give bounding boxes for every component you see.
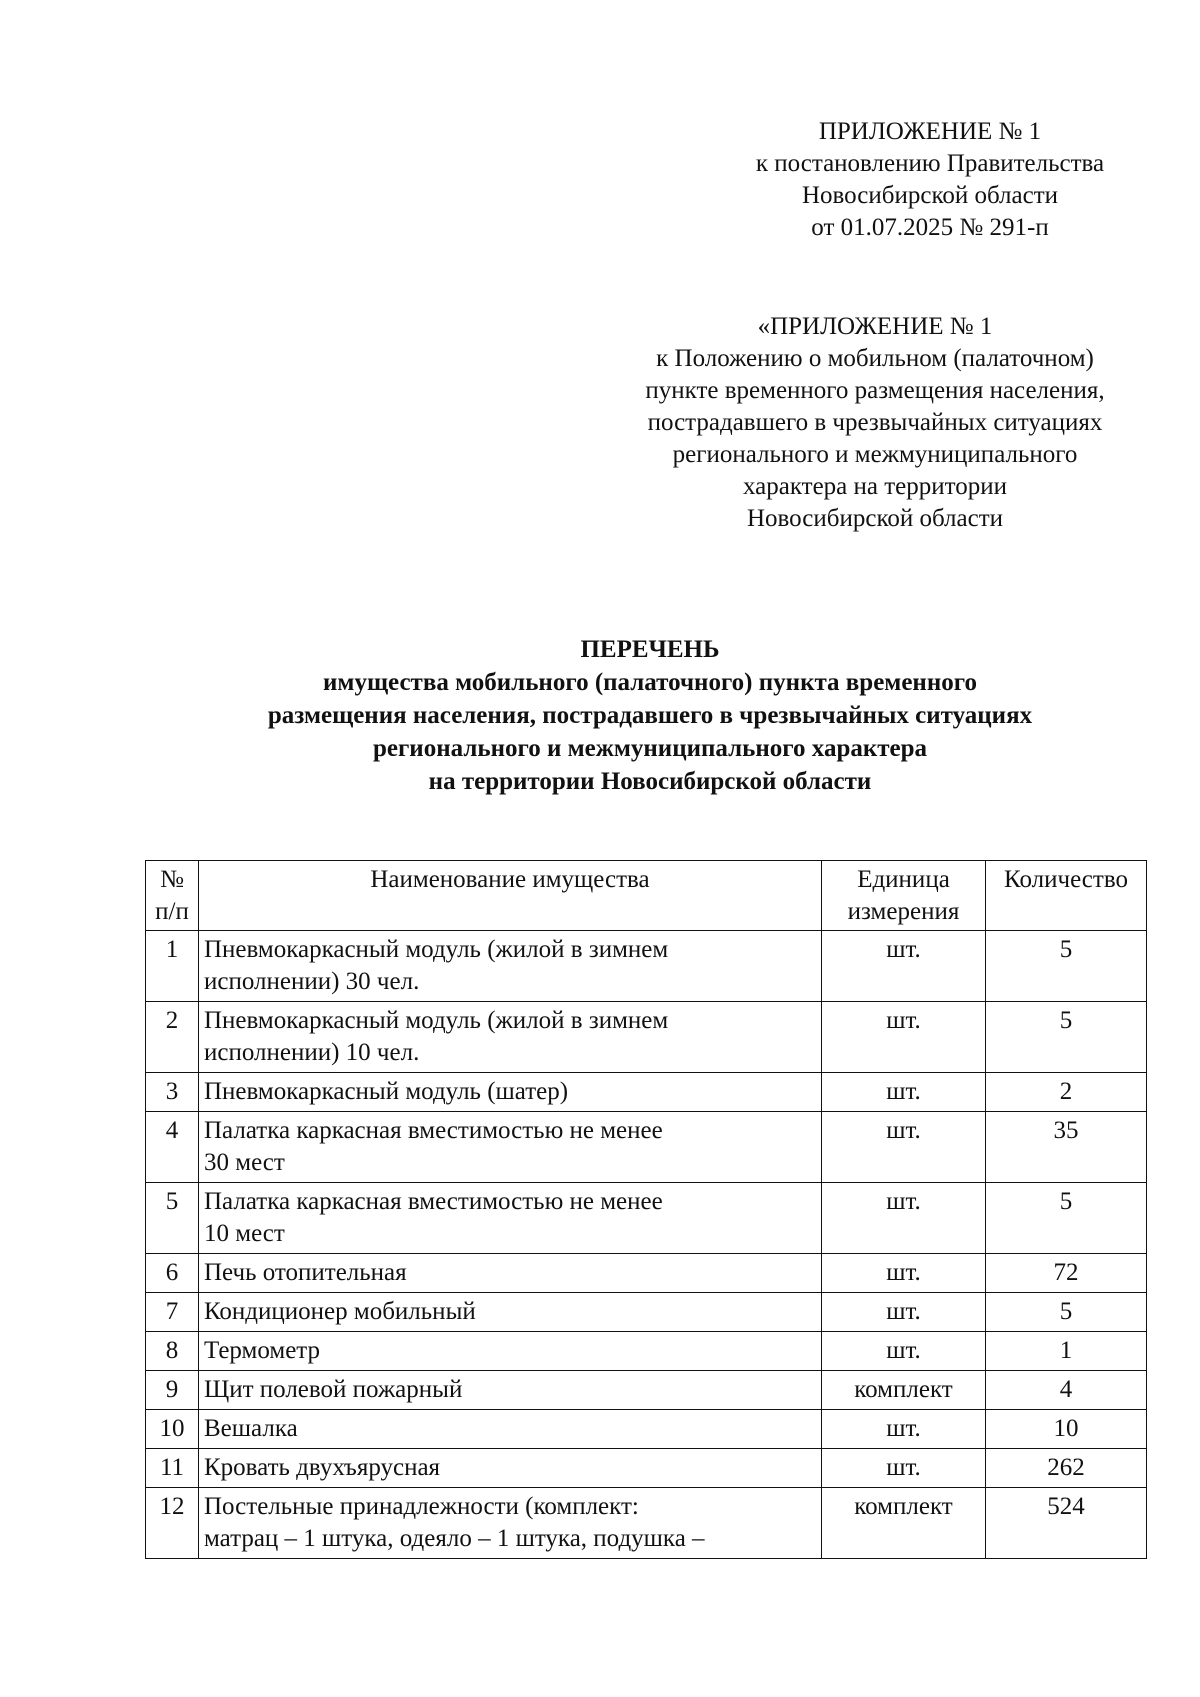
title-line: на территории Новосибирской области [428, 768, 872, 795]
appendix-regulation-line: Новосибирской области [746, 505, 1004, 532]
header-unit-line: измерения [847, 898, 960, 925]
row-number: 8 [146, 1332, 199, 1371]
row-name: Кондиционер мобильный [199, 1293, 822, 1332]
row-name [199, 1112, 822, 1183]
title-line: размещения населения, пострадавшего в чрезвычайных ситуациях [267, 702, 1033, 729]
title-line: регионального и межмуниципального характера [372, 735, 928, 762]
header-unit-line: Единица [857, 866, 950, 893]
row-name: Кровать двухъярусная [199, 1449, 822, 1488]
title-line: имущества мобильного (палаточного) пункта временного [323, 669, 977, 696]
appendix-regulation-line: характера на территории [742, 473, 1008, 500]
document-title [100, 633, 1200, 798]
row-quantity: 35 [986, 1112, 1147, 1183]
appendix-regulation-block [610, 311, 1140, 535]
row-number: 1 [146, 931, 199, 1002]
appendix-main-block [700, 116, 1160, 244]
row-name-line: Пневмокаркасный модуль (жилой в зимнем [204, 936, 669, 963]
row-quantity: 72 [986, 1254, 1147, 1293]
row-name: Термометр [199, 1332, 822, 1371]
property-table [145, 860, 1147, 1559]
row-name: Печь отопительная [199, 1254, 822, 1293]
appendix-regulation-line: пострадавшего в чрезвычайных ситуациях [647, 409, 1103, 436]
table-row [146, 1073, 1147, 1112]
table-row [146, 1002, 1147, 1073]
table-row [146, 1488, 1147, 1559]
header-unit [822, 861, 986, 931]
table-row [146, 1410, 1147, 1449]
row-name-line: исполнении) 30 чел. [204, 968, 420, 995]
table-row [146, 1293, 1147, 1332]
row-name: Вешалка [199, 1410, 822, 1449]
row-number: 5 [146, 1183, 199, 1254]
table-row [146, 1371, 1147, 1410]
appendix-regulation-line: регионального и межмуниципального [672, 441, 1078, 468]
row-unit: шт. [822, 1002, 986, 1073]
table-row [146, 1183, 1147, 1254]
row-unit: шт. [822, 931, 986, 1002]
table-row [146, 931, 1147, 1002]
row-name [199, 1002, 822, 1073]
row-number: 9 [146, 1371, 199, 1410]
appendix-regulation-line: к Положению о мобильном (палаточном) [656, 345, 1094, 372]
row-name [199, 1488, 822, 1559]
row-unit: шт. [822, 1410, 986, 1449]
row-quantity: 4 [986, 1371, 1147, 1410]
appendix-main-line: от 01.07.2025 № 291-п [811, 214, 1049, 241]
row-number: 11 [146, 1449, 199, 1488]
row-unit: шт. [822, 1183, 986, 1254]
header-number-line: п/п [155, 898, 189, 925]
row-number: 2 [146, 1002, 199, 1073]
row-quantity: 524 [986, 1488, 1147, 1559]
appendix-main-line: Новосибирской области [801, 182, 1059, 209]
row-name [199, 1183, 822, 1254]
row-quantity: 262 [986, 1449, 1147, 1488]
row-unit: комплект [822, 1488, 986, 1559]
row-name-line: Постельные принадлежности (комплект: [204, 1493, 639, 1520]
row-unit: шт. [822, 1449, 986, 1488]
row-quantity: 2 [986, 1073, 1147, 1112]
header-name: Наименование имущества [199, 861, 822, 931]
row-quantity: 5 [986, 931, 1147, 1002]
row-number: 12 [146, 1488, 199, 1559]
row-quantity: 10 [986, 1410, 1147, 1449]
row-name-line: 10 мест [204, 1220, 285, 1247]
row-quantity: 5 [986, 1183, 1147, 1254]
row-quantity: 5 [986, 1293, 1147, 1332]
header-quantity: Количество [986, 861, 1147, 931]
row-number: 6 [146, 1254, 199, 1293]
row-unit: шт. [822, 1332, 986, 1371]
row-number: 4 [146, 1112, 199, 1183]
appendix-regulation-line: пункте временного размещения населения, [645, 377, 1105, 404]
row-name-line: матрац – 1 штука, одеяло – 1 штука, подушка – [204, 1525, 705, 1552]
row-name-line: Палатка каркасная вместимостью не менее [204, 1188, 663, 1215]
row-quantity: 1 [986, 1332, 1147, 1371]
row-number: 3 [146, 1073, 199, 1112]
row-unit: комплект [822, 1371, 986, 1410]
row-name: Щит полевой пожарный [199, 1371, 822, 1410]
row-unit: шт. [822, 1073, 986, 1112]
table-header-row [146, 861, 1147, 931]
header-number-line: № [160, 866, 184, 893]
appendix-main-line: ПРИЛОЖЕНИЕ № 1 [818, 118, 1042, 145]
header-number [146, 861, 199, 931]
title-heading: ПЕРЕЧЕНЬ [580, 636, 720, 663]
row-name [199, 931, 822, 1002]
row-unit: шт. [822, 1112, 986, 1183]
table-row [146, 1332, 1147, 1371]
row-unit: шт. [822, 1254, 986, 1293]
appendix-main-line: к постановлению Правительства [755, 150, 1105, 177]
row-unit: шт. [822, 1293, 986, 1332]
row-number: 7 [146, 1293, 199, 1332]
row-name-line: Пневмокаркасный модуль (жилой в зимнем [204, 1007, 669, 1034]
row-quantity: 5 [986, 1002, 1147, 1073]
row-name-line: 30 мест [204, 1149, 285, 1176]
table-row [146, 1112, 1147, 1183]
row-number: 10 [146, 1410, 199, 1449]
appendix-regulation-line: «ПРИЛОЖЕНИЕ № 1 [757, 313, 993, 340]
row-name-line: Палатка каркасная вместимостью не менее [204, 1117, 663, 1144]
row-name-line: исполнении) 10 чел. [204, 1039, 420, 1066]
table-row [146, 1254, 1147, 1293]
row-name: Пневмокаркасный модуль (шатер) [199, 1073, 822, 1112]
table-row [146, 1449, 1147, 1488]
